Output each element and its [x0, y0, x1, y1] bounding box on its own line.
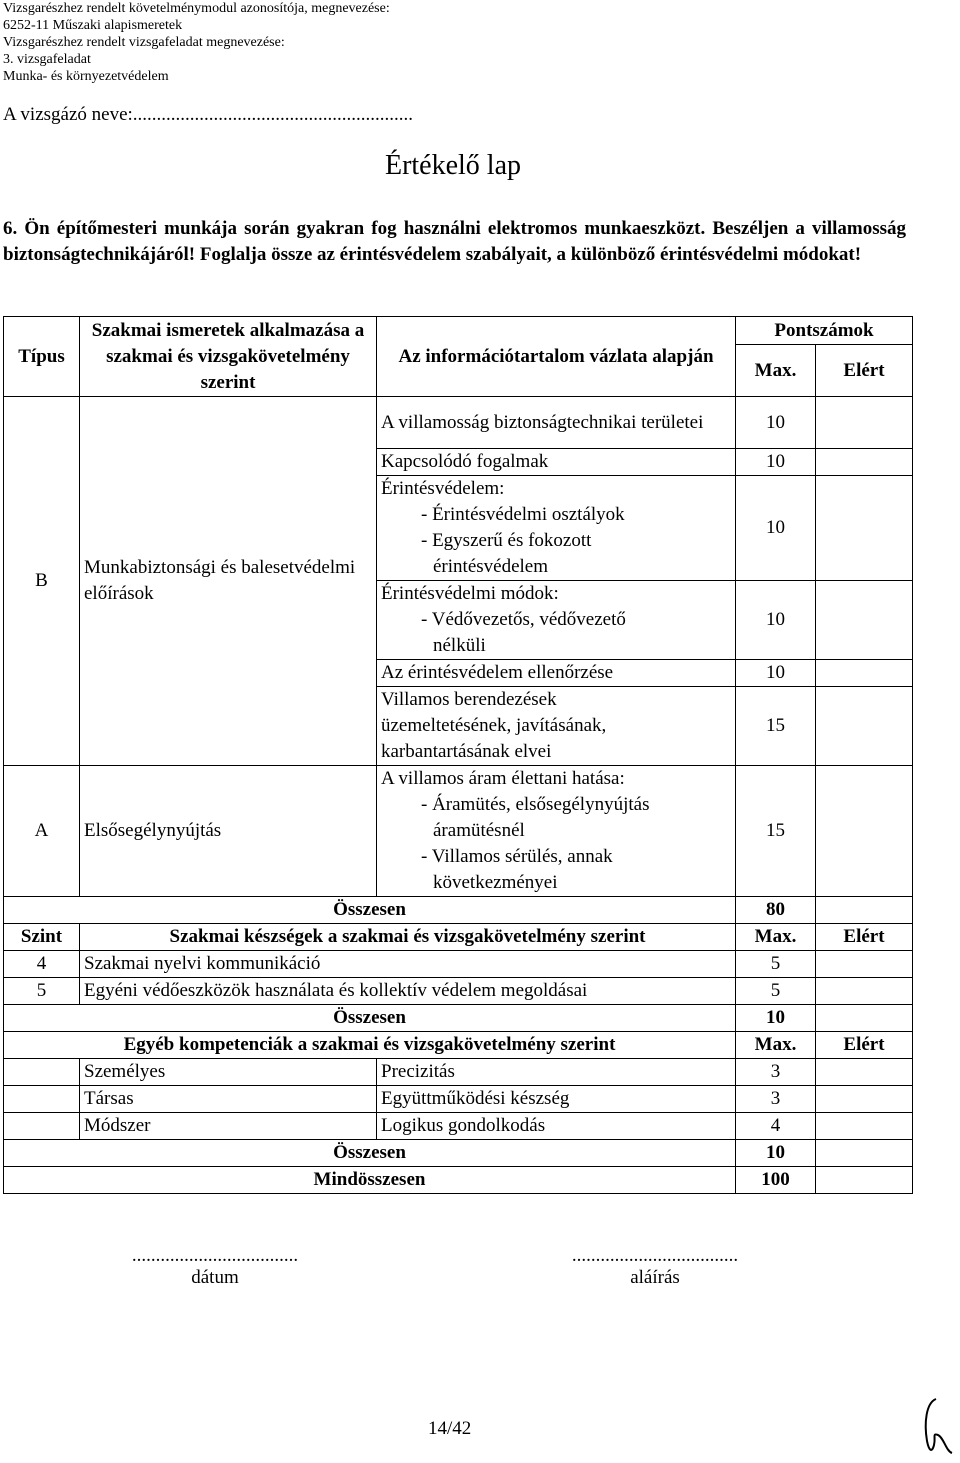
header-line-module-label: Vizsgarészhez rendelt követelménymodul azonosítója, megnevezése: — [3, 1, 390, 16]
competency-category: Módszer — [80, 1113, 377, 1140]
total-achieved[interactable] — [816, 897, 913, 924]
achieved-score[interactable] — [816, 1059, 913, 1086]
type-b: B — [4, 397, 80, 766]
max-score: 4 — [736, 1113, 816, 1140]
max-score: 15 — [736, 766, 816, 897]
outline-line: - Érintésvédelmi osztályok — [421, 504, 625, 525]
outline-item: Kapcsolódó fogalmak — [377, 449, 736, 476]
grand-total-achieved[interactable] — [816, 1167, 913, 1194]
header-line-task-name: Munka- és környezetvédelem — [3, 69, 169, 84]
grand-total-label: Mindösszesen — [4, 1167, 736, 1194]
outline-line: érintésvédelem — [433, 556, 549, 577]
signature-block — [520, 1245, 790, 1289]
competency-category: Társas — [80, 1086, 377, 1113]
page-title: Értékelő lap — [384, 150, 522, 181]
candidate-name-field: A vizsgázó neve:........................................................... — [3, 104, 414, 125]
total-max: 80 — [736, 897, 816, 924]
achieved-score[interactable] — [816, 397, 913, 449]
achieved-score[interactable] — [816, 766, 913, 897]
max-score: 10 — [736, 476, 816, 581]
max-score: 3 — [736, 1086, 816, 1113]
max-score: 10 — [736, 581, 816, 660]
outline-line: - Áramütés, elsősegélynyújtás — [421, 794, 650, 815]
skills-level-header: Szint — [4, 924, 80, 951]
skills-header-row — [4, 924, 913, 951]
header-line-module: 6252-11 Műszaki alapismeretek — [3, 18, 183, 33]
skills-achieved-header: Elért — [816, 924, 913, 951]
max-score: 10 — [736, 660, 816, 687]
outline-line: nélküli — [433, 635, 486, 656]
table-row — [4, 397, 913, 449]
date-label: dátum — [191, 1267, 239, 1288]
skills-title: Szakmai készségek a szakmai és vizsgakövetelmény szerint — [80, 924, 736, 951]
date-dots[interactable]: ................................... — [131, 1245, 299, 1266]
achieved-score[interactable] — [816, 476, 913, 581]
total-label: Összesen — [4, 1005, 736, 1032]
grand-total-max: 100 — [736, 1167, 816, 1194]
col-header-type: Típus — [4, 317, 80, 397]
signature-label: aláírás — [630, 1267, 680, 1288]
header-line-task-number: 3. vizsgafeladat — [3, 52, 91, 67]
achieved-score[interactable] — [816, 951, 913, 978]
outline-line: Érintésvédelem: — [381, 478, 505, 499]
max-score: 10 — [736, 397, 816, 449]
total-achieved[interactable] — [816, 1140, 913, 1167]
competencies-title: Egyéb kompetenciák a szakmai és vizsgakövetelmény szerint — [4, 1032, 736, 1059]
competency-name: Precizitás — [377, 1059, 736, 1086]
col-header-achieved: Elért — [816, 345, 913, 397]
date-signature-block — [80, 1245, 350, 1289]
max-score: 5 — [736, 978, 816, 1005]
exam-question: 6. Ön építőmesteri munkája során gyakran fog használni elektromos munkaeszközt. Beszéljen a villamosság biztonságtechnikájáról! Foglalja össze az érintésvédelem szabályait, a különböző érintésvédelmi módokat! — [3, 218, 906, 265]
type-a: A — [4, 766, 80, 897]
total-label: Összesen — [4, 897, 736, 924]
competencies-header-row — [4, 1032, 913, 1059]
outline-line: - Védővezetős, védővezető — [421, 609, 626, 630]
max-score: 5 — [736, 951, 816, 978]
outline-line: A villamos áram élettani hatása: — [381, 768, 625, 789]
achieved-score[interactable] — [816, 1113, 913, 1140]
competencies-achieved-header: Elért — [816, 1032, 913, 1059]
outline-item — [377, 766, 736, 897]
table-row — [4, 978, 913, 1005]
table-row — [4, 1113, 913, 1140]
outline-line: üzemeltetésének, javításának, — [381, 715, 607, 736]
outline-item — [377, 476, 736, 581]
total-row — [4, 1140, 913, 1167]
col-header-points: Pontszámok — [736, 317, 913, 345]
document-header — [3, 0, 390, 85]
achieved-score[interactable] — [816, 978, 913, 1005]
page-number: 14/42 — [428, 1418, 472, 1439]
total-achieved[interactable] — [816, 1005, 913, 1032]
outline-line: Villamos berendezések — [381, 689, 557, 710]
outline-item: Az érintésvédelem ellenőrzése — [377, 660, 736, 687]
header-line-task-label: Vizsgarészhez rendelt vizsgafeladat megnevezése: — [3, 35, 285, 50]
total-row — [4, 1005, 913, 1032]
competency-name: Logikus gondolkodás — [377, 1113, 736, 1140]
evaluation-table — [3, 316, 913, 1194]
total-label: Összesen — [4, 1140, 736, 1167]
achieved-score[interactable] — [816, 449, 913, 476]
col-header-max: Max. — [736, 345, 816, 397]
skill-name: Egyéni védőeszközök használata és kollektív védelem megoldásai — [80, 978, 736, 1005]
table-row — [4, 1059, 913, 1086]
max-score: 3 — [736, 1059, 816, 1086]
outline-item: A villamosság biztonságtechnikai területei — [377, 397, 736, 449]
handwritten-signature-mark — [918, 1393, 958, 1458]
max-score: 10 — [736, 449, 816, 476]
skill-level: 5 — [4, 978, 80, 1005]
max-score: 15 — [736, 687, 816, 766]
col-header-knowledge: Szakmai ismeretek alkalmazása a szakmai és vizsgakövetelmény szerint — [80, 317, 377, 397]
outline-line: áramütésnél — [433, 820, 525, 841]
outline-line: Érintésvédelmi módok: — [381, 583, 559, 604]
skills-max-header: Max. — [736, 924, 816, 951]
achieved-score[interactable] — [816, 581, 913, 660]
outline-item — [377, 687, 736, 766]
achieved-score[interactable] — [816, 687, 913, 766]
competency-category: Személyes — [80, 1059, 377, 1086]
outline-line: - Villamos sérülés, annak — [421, 846, 613, 867]
table-row — [4, 1086, 913, 1113]
competencies-max-header: Max. — [736, 1032, 816, 1059]
topic-first-aid: Elsősegélynyújtás — [80, 766, 377, 897]
topic-safety-rules: Munkabiztonsági és balesetvédelmi előírások — [80, 397, 377, 766]
signature-dots[interactable]: ................................... — [571, 1245, 739, 1266]
achieved-score[interactable] — [816, 660, 913, 687]
total-max: 10 — [736, 1140, 816, 1167]
outline-line: - Egyszerű és fokozott — [421, 530, 592, 551]
total-row — [4, 897, 913, 924]
achieved-score[interactable] — [816, 1086, 913, 1113]
table-row — [4, 766, 913, 897]
skill-level: 4 — [4, 951, 80, 978]
competency-name: Együttműködési készség — [377, 1086, 736, 1113]
outline-line: következményei — [433, 872, 558, 893]
outline-line: karbantartásának elvei — [381, 741, 552, 762]
skill-name: Szakmai nyelvi kommunikáció — [80, 951, 736, 978]
col-header-outline: Az információtartalom vázlata alapján — [377, 317, 736, 397]
total-max: 10 — [736, 1005, 816, 1032]
grand-total-row — [4, 1167, 913, 1194]
table-row — [4, 951, 913, 978]
outline-item — [377, 581, 736, 660]
